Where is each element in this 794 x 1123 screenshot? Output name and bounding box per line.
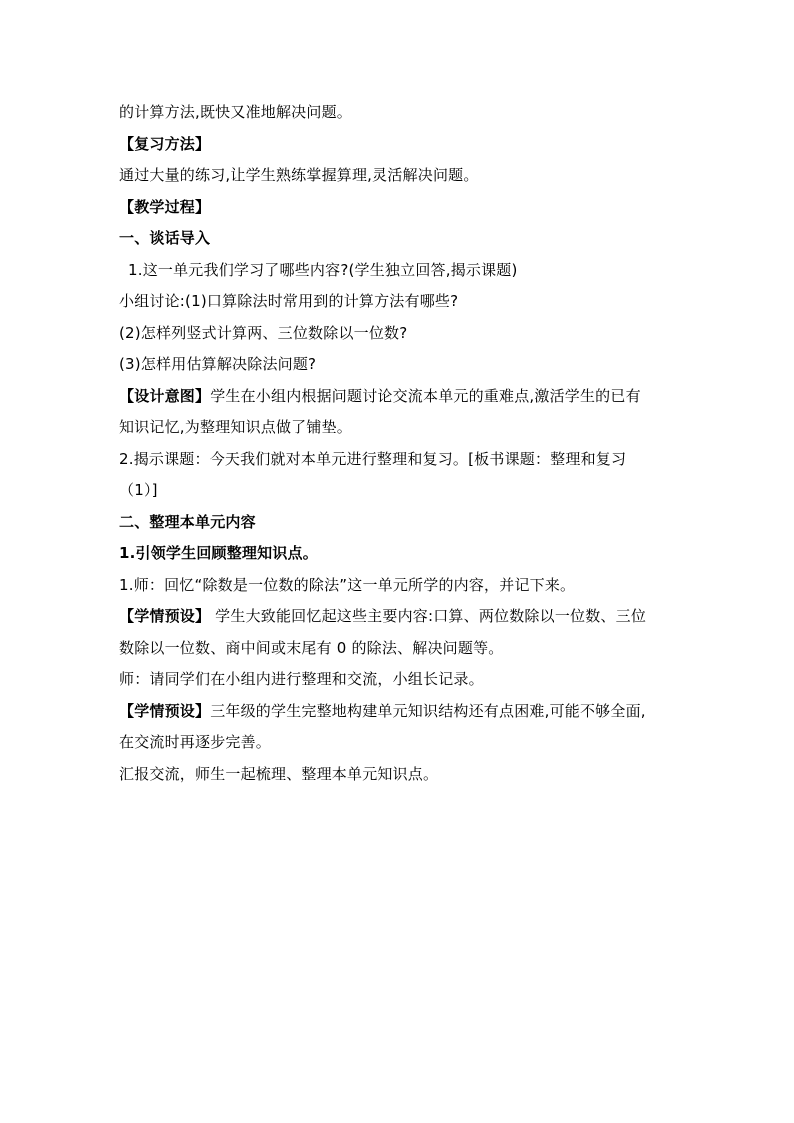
paragraph-line: 数除以一位数、商中间或末尾有 0 的除法、解决问题等。 <box>119 638 504 657</box>
paragraph-line: 在交流时再逐步完善。 <box>119 733 272 751</box>
design-intent-paragraph <box>119 381 679 413</box>
paragraph-line: (2)怎样列竖式计算两、三位数除以一位数? <box>119 323 408 342</box>
design-intent-text: 学生在小组内根据问题讨论交流本单元的重难点,激活学生的已有 <box>210 386 641 405</box>
paragraph-line: 1.这一单元我们学习了哪些内容?(学生独立回答,揭示课题) <box>128 260 518 279</box>
paragraph-line: 汇报交流，师生一起梳理、整理本单元知识点。 <box>119 764 439 783</box>
paragraph-line: 小组讨论:(1)口算除法时常用到的计算方法有哪些? <box>119 292 459 310</box>
paragraph-line: 通过大量的练习,让学生熟练掌握算理,灵活解决问题。 <box>119 166 479 184</box>
paragraph-line: 师：请同学们在小组内进行整理和交流，小组长记录。 <box>119 670 484 688</box>
section-heading-teaching-process: 【教学过程】 <box>119 197 211 216</box>
paragraph-line: （1）] <box>119 481 158 499</box>
learning-preset-text: 三年级的学生完整地构建单元知识结构还有点困难,可能不够全面, <box>210 701 646 720</box>
subsection-heading: 1.引领学生回顾整理知识点。 <box>119 544 318 562</box>
learning-preset-text: 学生大致能回忆起这些主要内容:口算、两位数除以一位数、三位 <box>210 607 647 625</box>
design-intent-label: 【设计意图】 <box>119 386 211 405</box>
document-body <box>119 97 679 790</box>
section-heading-review-method: 【复习方法】 <box>119 134 211 153</box>
paragraph-line: 知识记忆,为整理知识点做了铺垫。 <box>119 418 352 436</box>
paragraph-line: (3)怎样用估算解决除法问题? <box>119 355 317 373</box>
paragraph-line: 的计算方法,既快又准地解决问题。 <box>119 103 352 121</box>
learning-preset-label: 【学情预设】 <box>119 607 211 625</box>
paragraph-line: 2.揭示课题：今天我们就对本单元进行整理和复习。[板书课题：整理和复习 <box>119 449 627 468</box>
learning-preset-label: 【学情预设】 <box>119 701 211 720</box>
learning-preset-paragraph <box>119 601 679 633</box>
paragraph-line: 1.师：回忆“除数是一位数的除法”这一单元所学的内容，并记下来。 <box>119 575 576 594</box>
section-heading-intro: 一、谈话导入 <box>119 229 211 247</box>
learning-preset-paragraph <box>119 696 679 728</box>
section-heading-organize: 二、整理本单元内容 <box>119 512 256 531</box>
